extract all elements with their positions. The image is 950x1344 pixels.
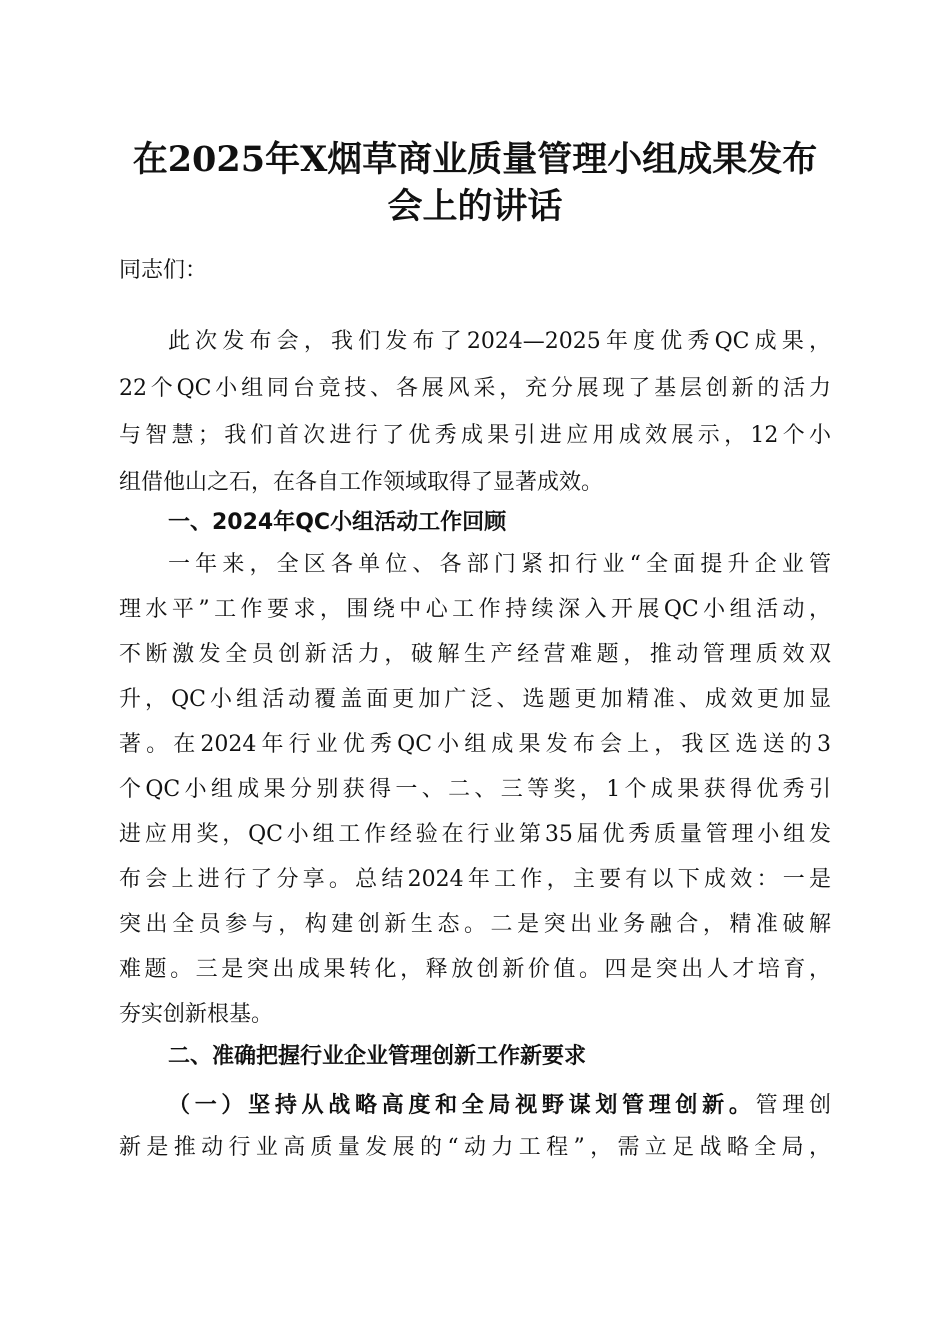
subsection-heading-1: （一）坚持从战略高度和全局视野谋划管理创新。 bbox=[168, 1092, 756, 1118]
paragraph-1-line-1: 此次发布会，我们发布了2024—2025年度优秀QC成果， bbox=[168, 329, 831, 354]
paragraph-2-line-2: 理水平”工作要求，围绕中心工作持续深入开展QC小组活动， bbox=[119, 597, 831, 622]
paragraph-3-line-1 bbox=[168, 1094, 831, 1117]
document-title-line-1: 在2025年X烟草商业质量管理小组成果发布 bbox=[132, 139, 818, 180]
paragraph-2-line-8: 布会上进行了分享。总结2024年工作，主要有以下成效：一是 bbox=[119, 867, 831, 892]
paragraph-2-line-7: 进应用奖，QC小组工作经验在行业第35届优秀质量管理小组发 bbox=[119, 822, 831, 847]
paragraph-1-line-3: 与智慧；我们首次进行了优秀成果引进应用成效展示，12个小 bbox=[119, 423, 831, 448]
paragraph-2-line-3: 不断激发全员创新活力，破解生产经营难题，推动管理质效双 bbox=[119, 642, 831, 667]
paragraph-2-line-11: 夯实创新根基。 bbox=[119, 1002, 274, 1027]
section-heading-2: 二、准确把握行业企业管理创新工作新要求 bbox=[168, 1044, 587, 1069]
paragraph-2-line-4: 升，QC小组活动覆盖面更加广泛、选题更加精准、成效更加显 bbox=[119, 687, 831, 712]
paragraph-2-line-6: 个QC小组成果分别获得一、二、三等奖，1个成果获得优秀引 bbox=[119, 777, 831, 802]
paragraph-3-line-1-rest: 管理创 bbox=[755, 1093, 831, 1118]
paragraph-3-line-2: 新是推动行业高质量发展的“动力工程”，需立足战略全局， bbox=[119, 1135, 831, 1160]
paragraph-2-line-5: 著。在2024年行业优秀QC小组成果发布会上，我区选送的3 bbox=[119, 732, 831, 757]
document-title-line-2: 会上的讲话 bbox=[387, 186, 563, 227]
paragraph-1-line-2: 22个QC小组同台竞技、各展风采，充分展现了基层创新的活力 bbox=[119, 376, 831, 401]
paragraph-2-line-9: 突出全员参与，构建创新生态。二是突出业务融合，精准破解 bbox=[119, 912, 831, 937]
paragraph-2-line-1: 一年来，全区各单位、各部门紧扣行业“全面提升企业管 bbox=[168, 552, 831, 577]
paragraph-2-line-10: 难题。三是突出成果转化，释放创新价值。四是突出人才培育， bbox=[119, 957, 831, 982]
salutation: 同志们： bbox=[119, 258, 208, 283]
paragraph-1-line-4: 组借他山之石，在各自工作领域取得了显著成效。 bbox=[119, 470, 604, 495]
section-heading-1: 一、2024年QC小组活动工作回顾 bbox=[168, 510, 507, 535]
